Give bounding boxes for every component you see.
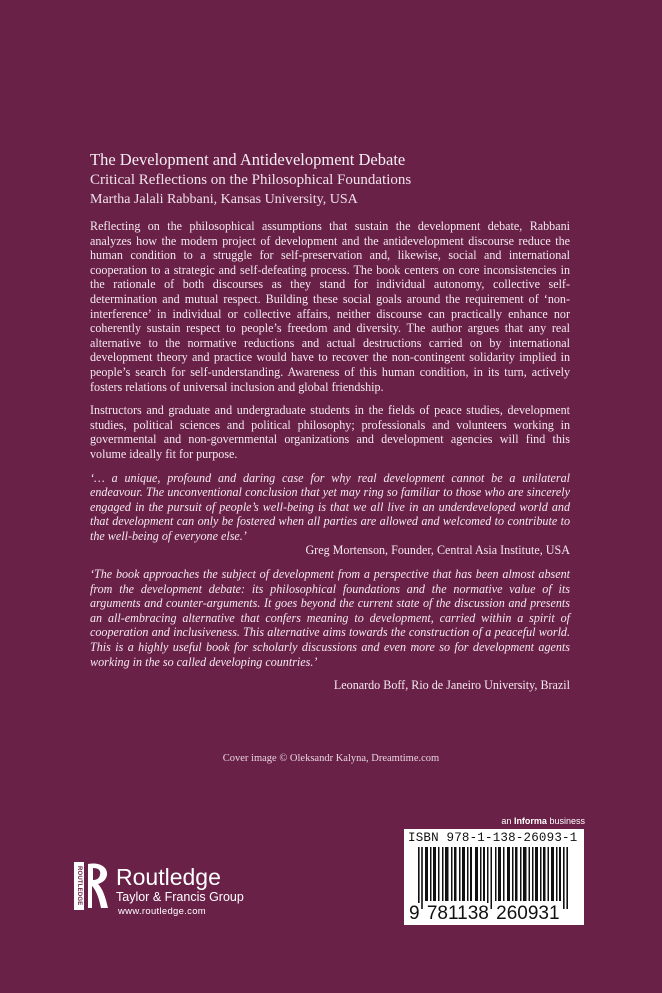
description-paragraph-1: Reflecting on the philosophical assumptions that sustain the development debate, Rabbani analyzes how the modern project of development and the antidevelopment discourse reduce the human condition to a struggle for self-preservation and, likewise, social and international cooperation to a strategic and self-defeating process. The book centers on core inconsistencies in the rationale of both discourses as they stand for individual autonomy, collective self-determination and mutual respect. Building these social goals around the requirement of ‘non-interference’ in individual or collective affairs, neither discourse can practically enhance nor coherently sustain respect to people’s freedom and diversity. The author argues that any real alternative to the normative reductions and actual destructions carried on by international development theory and practice would have to recover the non-contingent solidarity implied in people’s search for self-understanding. Awareness of this human condition, in its turn, actively fosters relations of universal inclusion and global friendship. xyxy=(90,219,570,394)
routledge-r-head-icon xyxy=(86,862,110,910)
publisher-name: Routledge xyxy=(116,864,221,890)
ean-number xyxy=(408,903,561,925)
publisher-url: www.routledge.com xyxy=(118,906,206,917)
endorsement-quote-2: ‘The book approaches the subject of development from a perspective that has been almost absent from the development debate: its philosophical foundations and the normative value of its arguments and counter-arguments. It goes beyond the current state of the discussion and presents an all-embracing alternative that confers meaning to development, carried within a spirit of cooperation and inclusiveness. This alternative aims towards the construction of a peaceful world. This is a highly useful book for scholarly discussions and even more so for development agents working in the so called developing countries.’ xyxy=(90,567,570,669)
cover-image-credit: Cover image © Oleksandr Kalyna, Dreamtime.com xyxy=(222,753,440,764)
book-title: The Development and Antidevelopment Debate xyxy=(90,150,406,169)
description-paragraph-2: Instructors and graduate and undergraduate students in the fields of peace studies, development studies, political sciences and political philosophy; professionals and volunteers working in governmental and non-governmental organizations and development agencies will find this volume ideally fit for purpose. xyxy=(90,403,570,461)
book-subtitle: Critical Reflections on the Philosophical Foundations xyxy=(90,172,412,188)
endorsement-attribution-1: Greg Mortenson, Founder, Central Asia Institute, USA xyxy=(305,543,570,558)
routledge-vertical-mark: ROUTLEDGE xyxy=(74,862,84,910)
cover-content xyxy=(90,150,570,702)
routledge-logo xyxy=(74,862,264,922)
informa-business-tag xyxy=(501,816,585,826)
informa-brand: Informa xyxy=(513,816,547,826)
informa-prefix: an xyxy=(501,816,512,826)
informa-suffix: business xyxy=(549,816,585,826)
ean-first-digit: 9 xyxy=(409,903,420,924)
isbn-label: ISBN 978-1-138-26093-1 xyxy=(408,831,578,845)
isbn-barcode xyxy=(404,829,584,925)
endorsement-quote-1: ‘… a unique, profound and daring case for why real development cannot be a unilateral endeavour. The unconventional conclusion that yet may ring so familiar to those who are sincerely engaged in the pursuit of people’s well-being is that we all live in an underdeveloped world and that development can only be fostered when all parties are allowed and welcomed to contribute to the well-being of everyone else.’ xyxy=(90,470,570,543)
endorsement-attribution-2: Leonardo Boff, Rio de Janeiro University, Brazil xyxy=(333,678,570,693)
ean-right-group: 260931 xyxy=(496,903,560,924)
ean-left-group: 781138 xyxy=(426,903,489,924)
barcode-bars-icon xyxy=(418,847,568,909)
publisher-group: Taylor & Francis Group xyxy=(116,890,244,904)
book-author: Martha Jalali Rabbani, Kansas University, USA xyxy=(90,192,358,207)
